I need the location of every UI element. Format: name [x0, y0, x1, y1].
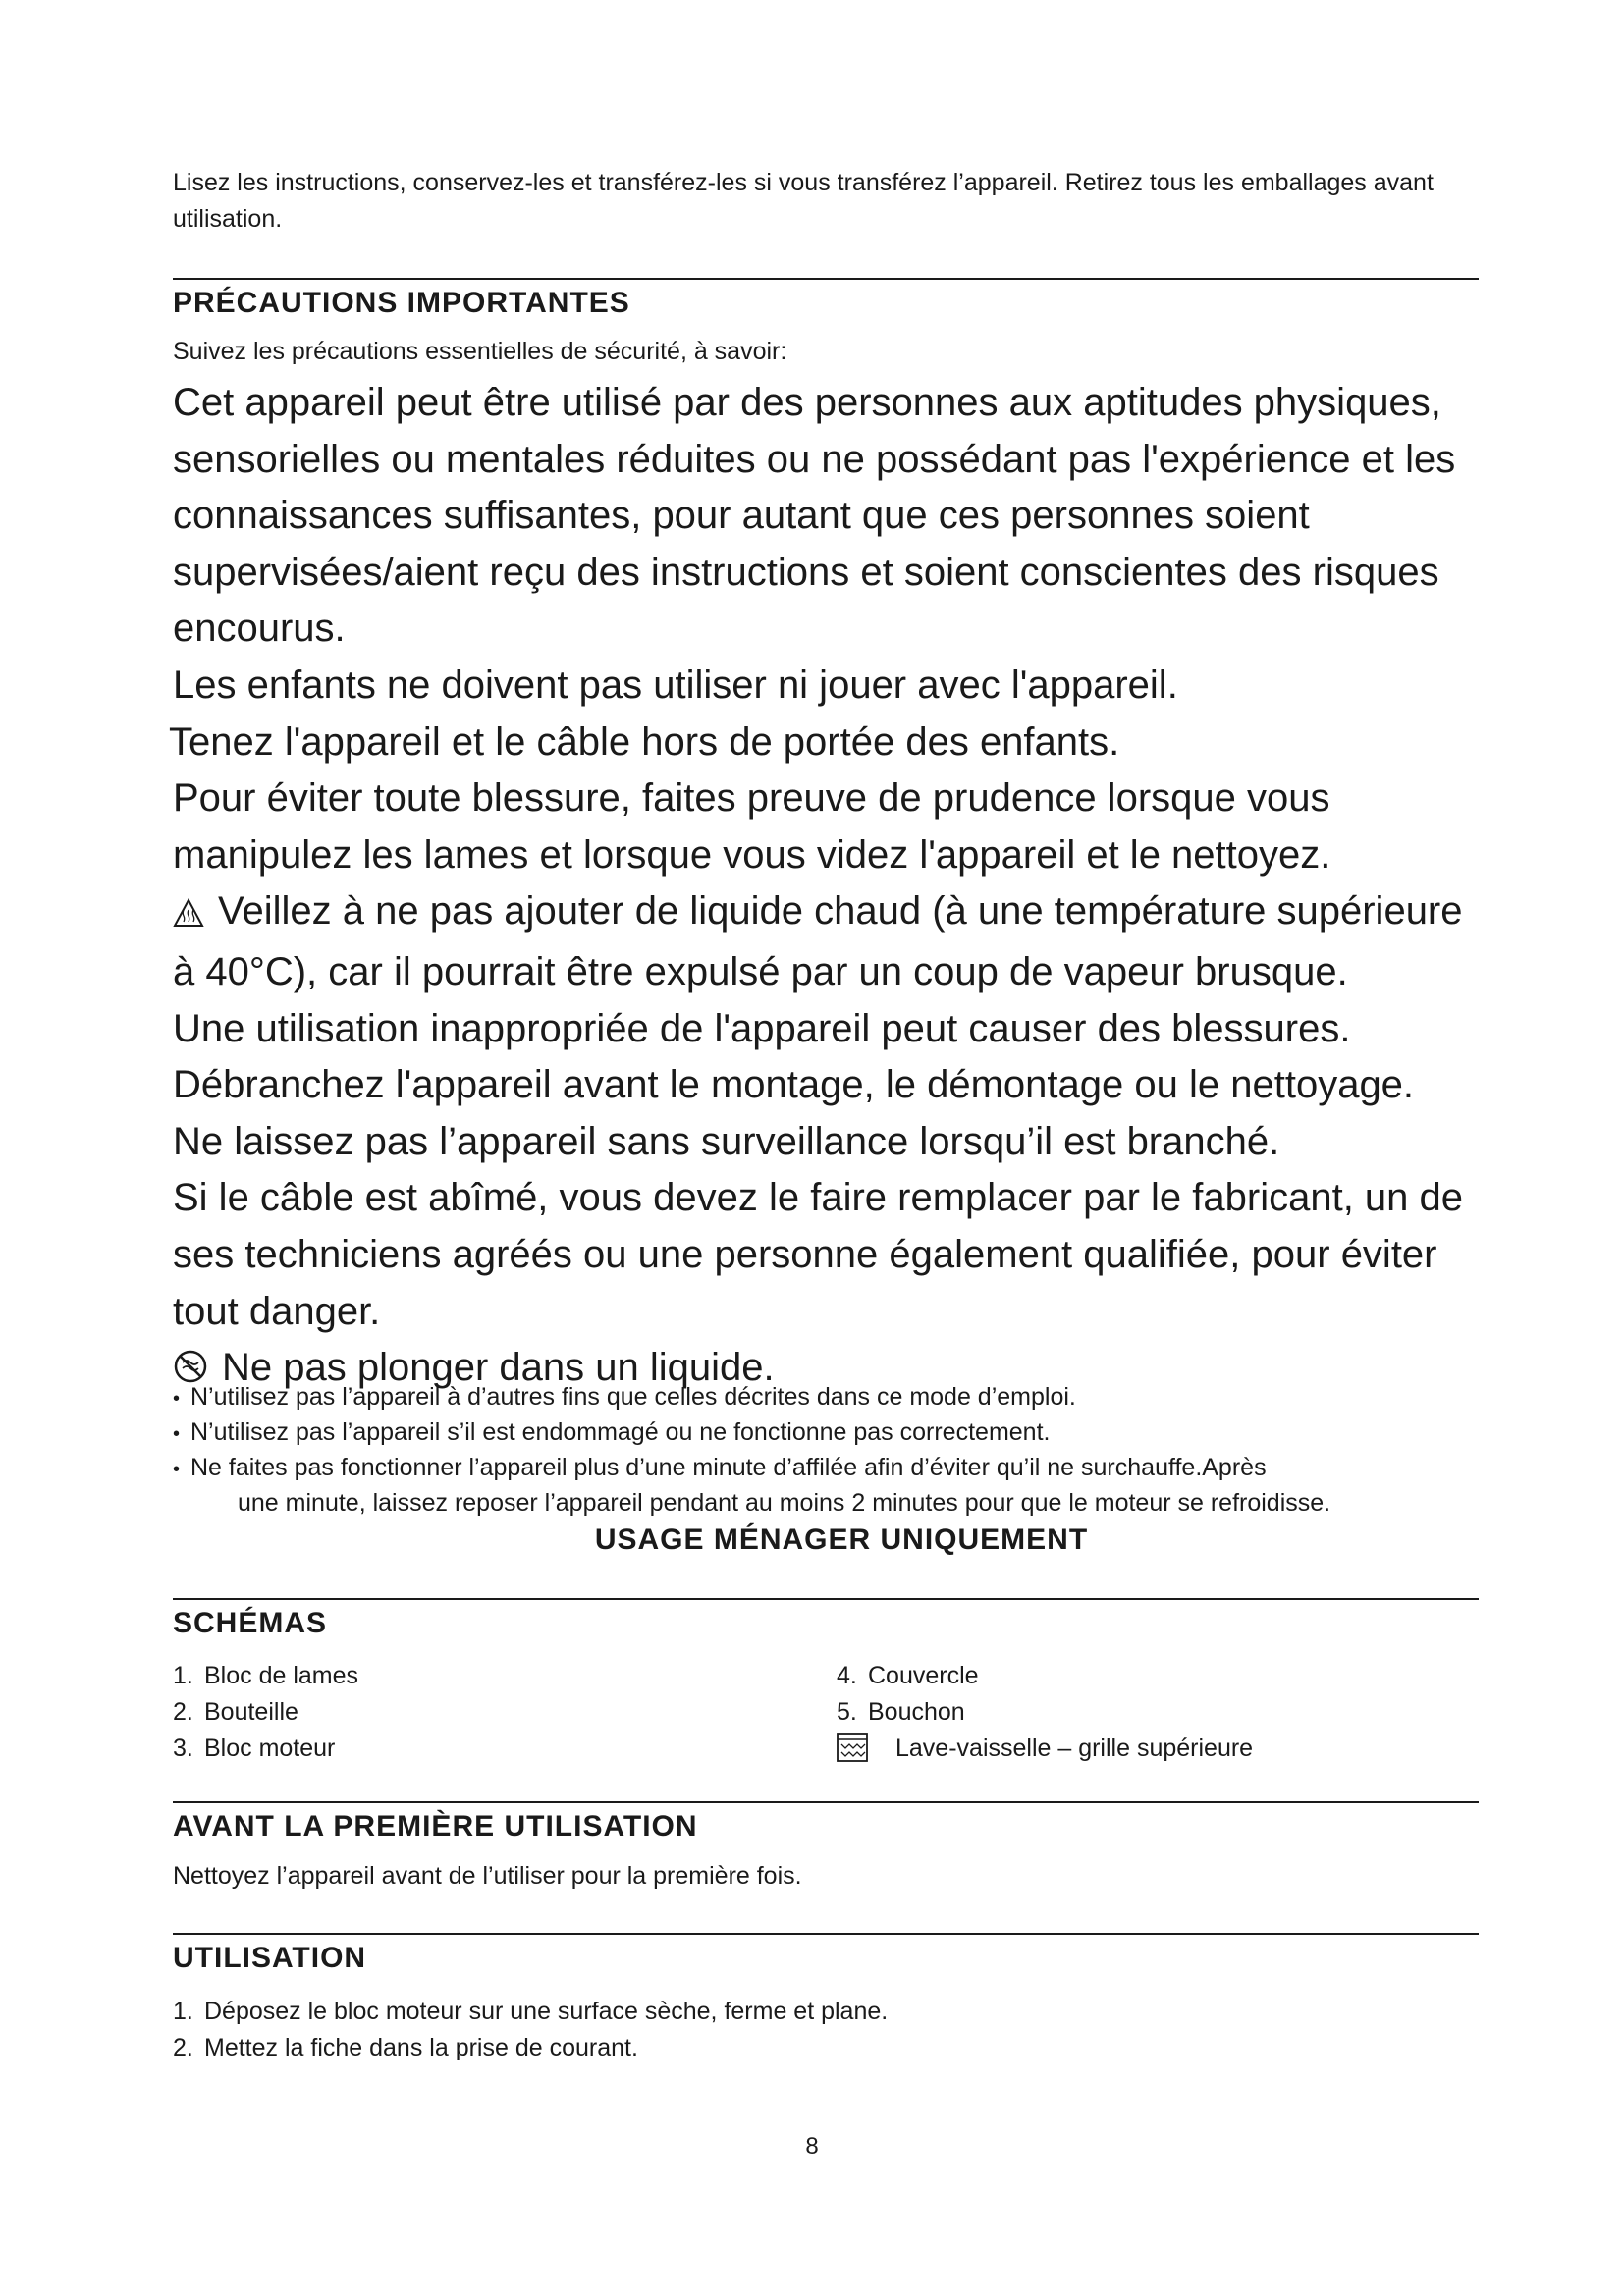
list-item-continuation: une minute, laissez reposer l’appareil pendant au moins 2 minutes pour que le moteur se refroidisse.	[238, 1489, 1331, 1517]
list-item: 1. Déposez le bloc moteur sur une surface sèche, ferme et plane.	[173, 1998, 889, 2025]
page-number: 8	[805, 2133, 819, 2160]
schemas-list-right	[837, 1658, 1253, 1773]
precaution-line: Ne laissez pas l’appareil sans surveillance lorsqu’il est branché.	[173, 1119, 1280, 1163]
list-item: • N’utilisez pas l’appareil s’il est endommagé ou ne fonctionne pas correctement.	[173, 1418, 1051, 1446]
list-item: • N’utilisez pas l’appareil à d’autres fins que celles décrites dans ce mode d’emploi.	[173, 1383, 1076, 1411]
before-first-use-heading: AVANT LA PREMIÈRE UTILISATION	[173, 1810, 698, 1842]
section-divider	[173, 1933, 1479, 1935]
precautions-subtitle: Suivez les précautions essentielles de sécurité, à savoir:	[173, 338, 787, 365]
precaution-line: ses techniciens agréés ou une personne également qualifiée, pour éviter	[173, 1232, 1437, 1276]
precaution-line: tout danger.	[173, 1289, 381, 1333]
section-divider	[173, 278, 1479, 280]
precaution-line: manipulez les lames et lorsque vous videz l'appareil et le nettoyez.	[173, 832, 1331, 877]
list-item: • Ne faites pas fonctionner l’appareil plus d’une minute d’affilée afin d’éviter qu’il ne surchauffe.Après	[173, 1454, 1267, 1481]
precautions-heading: PRÉCAUTIONS IMPORTANTES	[173, 287, 630, 319]
list-item: 4. Couvercle	[837, 1662, 979, 1689]
list-item: 3. Bloc moteur	[173, 1735, 336, 1762]
precautions-bullets	[173, 1380, 1489, 1520]
usage-steps	[173, 1994, 888, 2066]
precaution-line: connaissances suffisantes, pour autant que ces personnes soient	[173, 494, 1310, 538]
precaution-line: à 40°C), car il pourrait être expulsé par un coup de vapeur brusque.	[173, 949, 1348, 993]
list-item: 5. Bouchon	[837, 1698, 965, 1726]
before-first-use-text: Nettoyez l’appareil avant de l’utiliser pour la première fois.	[173, 1862, 802, 1890]
precaution-line: sensorielles ou mentales réduites ou ne possédant pas l'expérience et les	[173, 437, 1456, 481]
precaution-line: Les enfants ne doivent pas utiliser ni jouer avec l'appareil.	[173, 663, 1178, 707]
precaution-line: Débranchez l'appareil avant le montage, le démontage ou le nettoyage.	[173, 1063, 1415, 1107]
precautions-body	[169, 375, 1508, 1401]
precaution-line: Veillez à ne pas ajouter de liquide chaud (à une température supérieure	[218, 889, 1463, 934]
section-divider	[173, 1598, 1479, 1600]
precaution-line: Une utilisation inappropriée de l'appareil peut causer des blessures.	[173, 1006, 1351, 1050]
list-item: Lave-vaisselle – grille supérieure	[837, 1731, 1253, 1773]
dishwasher-icon	[837, 1733, 868, 1773]
precaution-line: encourus.	[173, 607, 346, 651]
schemas-list-left	[173, 1658, 358, 1767]
precaution-line: Cet appareil peut être utilisé par des personnes aux aptitudes physiques,	[173, 381, 1441, 424]
precaution-line: Si le câble est abîmé, vous devez le faire remplacer par le fabricant, un de	[173, 1176, 1464, 1220]
hot-liquid-warning	[173, 883, 1508, 944]
list-item: 2. Bouteille	[173, 1698, 298, 1726]
intro-text: Lisez les instructions, conservez-les et transférez-les si vous transférez l’appareil. Retirez tous les emballages avant utilisation.	[173, 169, 1434, 233]
section-divider	[173, 1801, 1479, 1803]
list-item: 1. Bloc de lames	[173, 1662, 359, 1689]
precaution-line: Pour éviter toute blessure, faites preuve de prudence lorsque vous	[173, 776, 1330, 821]
precaution-line: Ne pas plonger dans un liquide.	[222, 1346, 775, 1390]
hot-surface-warning-icon	[173, 887, 204, 944]
precaution-line: Tenez l'appareil et le câble hors de portée des enfants.	[169, 720, 1120, 764]
schemas-heading: SCHÉMAS	[173, 1607, 328, 1639]
usage-heading: UTILISATION	[173, 1942, 367, 1974]
list-item: 2. Mettez la fiche dans la prise de courant.	[173, 2034, 638, 2061]
precaution-line: supervisées/aient reçu des instructions et soient conscientes des risques	[173, 550, 1439, 594]
household-use-notice: USAGE MÉNAGER UNIQUEMENT	[594, 1523, 1089, 1556]
